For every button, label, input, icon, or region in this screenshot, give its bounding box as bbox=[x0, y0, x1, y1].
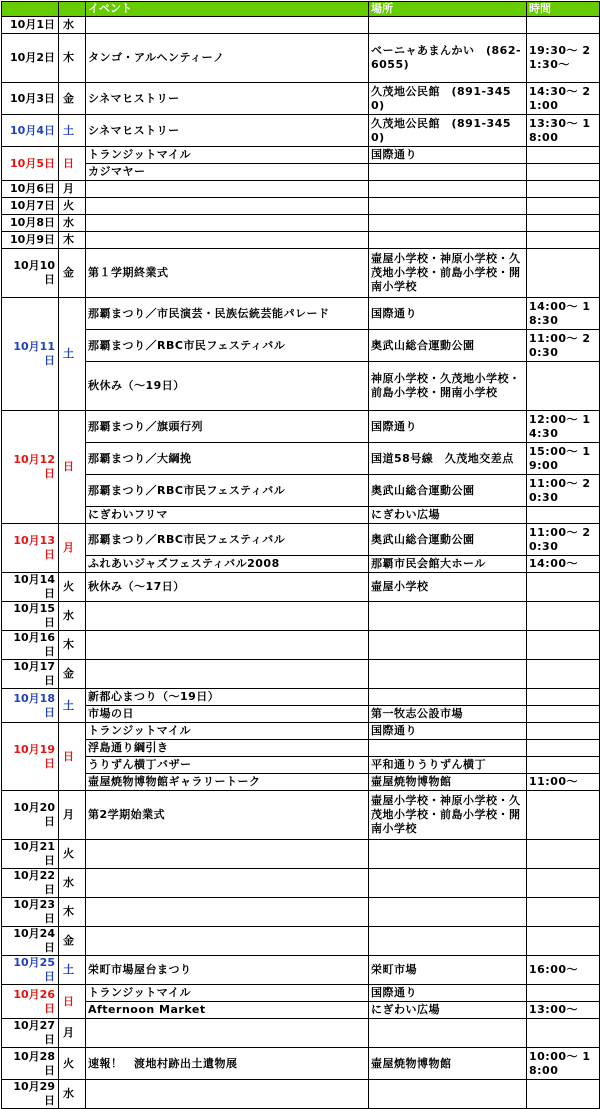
date-cell: 10月20日 bbox=[2, 791, 59, 840]
event-cell: にぎわいフリマ bbox=[86, 507, 369, 524]
time-cell bbox=[527, 181, 600, 198]
time-cell bbox=[527, 573, 600, 602]
weekday-cell: 月 bbox=[59, 791, 86, 840]
place-cell bbox=[369, 181, 527, 198]
date-cell: 10月22日 bbox=[2, 869, 59, 898]
time-cell: 14:00～ 18:30 bbox=[527, 298, 600, 330]
date-cell: 10月14日 bbox=[2, 573, 59, 602]
event-cell bbox=[86, 927, 369, 956]
date-cell: 10月17日 bbox=[2, 660, 59, 689]
place-cell: 壷屋小学校・神原小学校・久茂地小学校・前島小学校・開南小学校 bbox=[369, 249, 527, 298]
weekday-cell: 金 bbox=[59, 83, 86, 115]
table-row bbox=[2, 706, 600, 723]
table-row bbox=[2, 83, 600, 115]
table-row bbox=[2, 147, 600, 164]
place-cell: にぎわい広場 bbox=[369, 507, 527, 524]
weekday-cell: 木 bbox=[59, 631, 86, 660]
place-cell bbox=[369, 1019, 527, 1048]
event-cell: タンゴ・アルヘンティーノ bbox=[86, 34, 369, 83]
time-cell bbox=[527, 927, 600, 956]
time-cell bbox=[527, 17, 600, 34]
table-row bbox=[2, 869, 600, 898]
header-row bbox=[2, 2, 600, 17]
table-row bbox=[2, 689, 600, 706]
event-cell: トランジットマイル bbox=[86, 723, 369, 740]
time-cell bbox=[527, 507, 600, 524]
weekday-cell: 水 bbox=[59, 602, 86, 631]
event-cell: 市場の日 bbox=[86, 706, 369, 723]
event-cell: 那覇まつり／大綱挽 bbox=[86, 443, 369, 475]
table-row bbox=[2, 524, 600, 556]
table-row bbox=[2, 631, 600, 660]
weekday-cell: 木 bbox=[59, 34, 86, 83]
event-cell: 那覇まつり／旗頭行列 bbox=[86, 411, 369, 443]
place-cell: 栄町市場 bbox=[369, 956, 527, 985]
weekday-cell: 木 bbox=[59, 898, 86, 927]
date-cell: 10月28日 bbox=[2, 1048, 59, 1080]
place-cell bbox=[369, 869, 527, 898]
event-cell bbox=[86, 898, 369, 927]
place-cell: 壷屋焼物博物館 bbox=[369, 1048, 527, 1080]
table-row bbox=[2, 740, 600, 757]
event-cell: 那覇まつり／RBC市民フェスティバル bbox=[86, 330, 369, 362]
weekday-cell: 月 bbox=[59, 1019, 86, 1048]
place-cell bbox=[369, 840, 527, 869]
place-cell: 奥武山総合運動公園 bbox=[369, 524, 527, 556]
time-cell bbox=[527, 689, 600, 706]
weekday-cell: 土 bbox=[59, 956, 86, 985]
weekday-cell: 金 bbox=[59, 249, 86, 298]
table-row bbox=[2, 330, 600, 362]
place-cell bbox=[369, 1080, 527, 1109]
weekday-cell: 火 bbox=[59, 198, 86, 215]
place-cell: 平和通りうりずん横丁 bbox=[369, 757, 527, 774]
table-row bbox=[2, 1002, 600, 1019]
place-cell: 壷屋焼物博物館 bbox=[369, 774, 527, 791]
place-cell: 国際通り bbox=[369, 723, 527, 740]
time-cell bbox=[527, 215, 600, 232]
event-cell: 浮島通り綱引き bbox=[86, 740, 369, 757]
event-cell: 壷屋焼物博物館ギャラリートーク bbox=[86, 774, 369, 791]
table-row bbox=[2, 985, 600, 1002]
time-cell: 15:00～ 19:00 bbox=[527, 443, 600, 475]
date-cell: 10月5日 bbox=[2, 147, 59, 181]
time-cell bbox=[527, 660, 600, 689]
table-row bbox=[2, 249, 600, 298]
event-cell: 那覇まつり／市民演芸・民族伝統芸能パレード bbox=[86, 298, 369, 330]
weekday-cell: 火 bbox=[59, 573, 86, 602]
table-row bbox=[2, 298, 600, 330]
table-row bbox=[2, 181, 600, 198]
weekday-cell: 日 bbox=[59, 985, 86, 1019]
date-cell: 10月26日 bbox=[2, 985, 59, 1019]
weekday-cell: 水 bbox=[59, 869, 86, 898]
table-row bbox=[2, 660, 600, 689]
time-cell bbox=[527, 840, 600, 869]
time-cell bbox=[527, 740, 600, 757]
weekday-cell: 水 bbox=[59, 1080, 86, 1109]
time-cell: 14:00～ bbox=[527, 556, 600, 573]
date-cell: 10月15日 bbox=[2, 602, 59, 631]
time-cell bbox=[527, 757, 600, 774]
table-row bbox=[2, 757, 600, 774]
time-cell bbox=[527, 164, 600, 181]
event-cell: トランジットマイル bbox=[86, 985, 369, 1002]
date-cell: 10月10日 bbox=[2, 249, 59, 298]
event-calendar-table bbox=[1, 1, 600, 1109]
event-cell: 秋休み（～17日） bbox=[86, 573, 369, 602]
weekday-cell: 火 bbox=[59, 840, 86, 869]
time-cell bbox=[527, 631, 600, 660]
date-cell: 10月8日 bbox=[2, 215, 59, 232]
table-row bbox=[2, 840, 600, 869]
place-cell bbox=[369, 198, 527, 215]
place-cell: 奥武山総合運動公園 bbox=[369, 475, 527, 507]
time-cell bbox=[527, 869, 600, 898]
place-cell bbox=[369, 927, 527, 956]
event-cell bbox=[86, 840, 369, 869]
date-cell: 10月29日 bbox=[2, 1080, 59, 1109]
event-cell: シネマヒストリー bbox=[86, 83, 369, 115]
place-cell: 第一牧志公設市場 bbox=[369, 706, 527, 723]
place-cell: 国際通り bbox=[369, 298, 527, 330]
event-cell: カジマヤー bbox=[86, 164, 369, 181]
event-cell: うりずん横丁バザー bbox=[86, 757, 369, 774]
time-cell bbox=[527, 706, 600, 723]
weekday-cell: 金 bbox=[59, 927, 86, 956]
event-cell: 第2学期始業式 bbox=[86, 791, 369, 840]
place-cell: 久茂地公民館 (891-3450) bbox=[369, 115, 527, 147]
date-cell: 10月1日 bbox=[2, 17, 59, 34]
event-cell bbox=[86, 17, 369, 34]
table-row bbox=[2, 956, 600, 985]
place-cell: 那覇市民会館大ホール bbox=[369, 556, 527, 573]
place-cell: ベーニャあまんかい (862-6055) bbox=[369, 34, 527, 83]
event-cell bbox=[86, 602, 369, 631]
place-cell: にぎわい広場 bbox=[369, 1002, 527, 1019]
weekday-cell: 火 bbox=[59, 1048, 86, 1080]
time-cell: 10:00～ 18:00 bbox=[527, 1048, 600, 1080]
time-cell bbox=[527, 147, 600, 164]
place-cell bbox=[369, 660, 527, 689]
date-cell: 10月16日 bbox=[2, 631, 59, 660]
place-cell bbox=[369, 164, 527, 181]
date-cell: 10月4日 bbox=[2, 115, 59, 147]
event-cell: 那覇まつり／RBC市民フェスティバル bbox=[86, 524, 369, 556]
time-cell: 11:00～ 20:30 bbox=[527, 524, 600, 556]
weekday-cell: 水 bbox=[59, 215, 86, 232]
time-cell: 13:00～ bbox=[527, 1002, 600, 1019]
date-cell: 10月12日 bbox=[2, 411, 59, 524]
time-cell bbox=[527, 249, 600, 298]
weekday-cell: 金 bbox=[59, 660, 86, 689]
table-row bbox=[2, 1019, 600, 1048]
date-cell: 10月27日 bbox=[2, 1019, 59, 1048]
time-cell: 11:00～ 20:30 bbox=[527, 475, 600, 507]
table-row bbox=[2, 573, 600, 602]
time-cell bbox=[527, 362, 600, 411]
weekday-cell: 月 bbox=[59, 181, 86, 198]
place-cell: 国際通り bbox=[369, 411, 527, 443]
event-cell bbox=[86, 869, 369, 898]
date-cell: 10月9日 bbox=[2, 232, 59, 249]
place-cell: 奥武山総合運動公園 bbox=[369, 330, 527, 362]
header-day bbox=[59, 2, 86, 17]
header-date bbox=[2, 2, 59, 17]
place-cell bbox=[369, 898, 527, 927]
place-cell: 国際通り bbox=[369, 147, 527, 164]
header-event: イベント bbox=[86, 2, 369, 17]
time-cell: 13:30～ 18:00 bbox=[527, 115, 600, 147]
table-row bbox=[2, 34, 600, 83]
place-cell bbox=[369, 631, 527, 660]
place-cell: 国際通り bbox=[369, 985, 527, 1002]
time-cell bbox=[527, 898, 600, 927]
table-row bbox=[2, 232, 600, 249]
table-row bbox=[2, 602, 600, 631]
event-cell: 第１学期終業式 bbox=[86, 249, 369, 298]
event-cell bbox=[86, 181, 369, 198]
place-cell: 壷屋小学校 bbox=[369, 573, 527, 602]
event-cell: Afternoon Market bbox=[86, 1002, 369, 1019]
table-row bbox=[2, 927, 600, 956]
time-cell: 11:00～ bbox=[527, 774, 600, 791]
weekday-cell: 日 bbox=[59, 411, 86, 524]
event-cell: ふれあいジャズフェスティバル2008 bbox=[86, 556, 369, 573]
date-cell: 10月11日 bbox=[2, 298, 59, 411]
event-cell bbox=[86, 631, 369, 660]
time-cell bbox=[527, 602, 600, 631]
time-cell bbox=[527, 791, 600, 840]
time-cell: 12:00～ 14:30 bbox=[527, 411, 600, 443]
table-row bbox=[2, 475, 600, 507]
place-cell bbox=[369, 215, 527, 232]
table-row bbox=[2, 1048, 600, 1080]
weekday-cell: 月 bbox=[59, 524, 86, 573]
place-cell bbox=[369, 602, 527, 631]
event-cell: 速報！ 渡地村跡出土遺物展 bbox=[86, 1048, 369, 1080]
table-row bbox=[2, 1080, 600, 1109]
date-cell: 10月2日 bbox=[2, 34, 59, 83]
table-row bbox=[2, 164, 600, 181]
weekday-cell: 土 bbox=[59, 689, 86, 723]
event-cell: 那覇まつり／RBC市民フェスティバル bbox=[86, 475, 369, 507]
table-row bbox=[2, 898, 600, 927]
date-cell: 10月6日 bbox=[2, 181, 59, 198]
table-row bbox=[2, 17, 600, 34]
weekday-cell: 土 bbox=[59, 115, 86, 147]
place-cell: 国道58号線 久茂地交差点 bbox=[369, 443, 527, 475]
time-cell bbox=[527, 232, 600, 249]
time-cell bbox=[527, 1019, 600, 1048]
table-row bbox=[2, 215, 600, 232]
table-row bbox=[2, 115, 600, 147]
date-cell: 10月21日 bbox=[2, 840, 59, 869]
place-cell bbox=[369, 17, 527, 34]
event-cell: シネマヒストリー bbox=[86, 115, 369, 147]
date-cell: 10月24日 bbox=[2, 927, 59, 956]
table-row bbox=[2, 443, 600, 475]
table-row bbox=[2, 507, 600, 524]
event-cell bbox=[86, 660, 369, 689]
weekday-cell: 日 bbox=[59, 147, 86, 181]
weekday-cell: 日 bbox=[59, 723, 86, 791]
event-cell bbox=[86, 1080, 369, 1109]
table-row bbox=[2, 556, 600, 573]
place-cell: 神原小学校・久茂地小学校・前島小学校・開南小学校 bbox=[369, 362, 527, 411]
weekday-cell: 木 bbox=[59, 232, 86, 249]
table-row bbox=[2, 723, 600, 740]
header-place: 場所 bbox=[369, 2, 527, 17]
time-cell: 14:30～ 21:00 bbox=[527, 83, 600, 115]
place-cell: 久茂地公民館 (891-3450) bbox=[369, 83, 527, 115]
table-row bbox=[2, 362, 600, 411]
event-cell: 秋休み（～19日） bbox=[86, 362, 369, 411]
date-cell: 10月7日 bbox=[2, 198, 59, 215]
weekday-cell: 土 bbox=[59, 298, 86, 411]
date-cell: 10月25日 bbox=[2, 956, 59, 985]
weekday-cell: 水 bbox=[59, 17, 86, 34]
place-cell bbox=[369, 232, 527, 249]
time-cell bbox=[527, 198, 600, 215]
event-cell: トランジットマイル bbox=[86, 147, 369, 164]
place-cell bbox=[369, 740, 527, 757]
time-cell: 16:00～ bbox=[527, 956, 600, 985]
time-cell: 11:00～ 20:30 bbox=[527, 330, 600, 362]
event-cell: 新都心まつり（～19日） bbox=[86, 689, 369, 706]
time-cell bbox=[527, 1080, 600, 1109]
time-cell bbox=[527, 985, 600, 1002]
place-cell: 壷屋小学校・神原小学校・久茂地小学校・前島小学校・開南小学校 bbox=[369, 791, 527, 840]
table-row bbox=[2, 198, 600, 215]
event-cell bbox=[86, 215, 369, 232]
table-row bbox=[2, 774, 600, 791]
event-cell bbox=[86, 1019, 369, 1048]
place-cell bbox=[369, 689, 527, 706]
date-cell: 10月19日 bbox=[2, 723, 59, 791]
date-cell: 10月3日 bbox=[2, 83, 59, 115]
table-row bbox=[2, 411, 600, 443]
time-cell bbox=[527, 723, 600, 740]
header-time: 時間 bbox=[527, 2, 600, 17]
date-cell: 10月18日 bbox=[2, 689, 59, 723]
event-cell bbox=[86, 232, 369, 249]
table-row bbox=[2, 791, 600, 840]
time-cell: 19:30～ 21:30～ bbox=[527, 34, 600, 83]
date-cell: 10月23日 bbox=[2, 898, 59, 927]
date-cell: 10月13日 bbox=[2, 524, 59, 573]
event-cell: 栄町市場屋台まつり bbox=[86, 956, 369, 985]
event-cell bbox=[86, 198, 369, 215]
